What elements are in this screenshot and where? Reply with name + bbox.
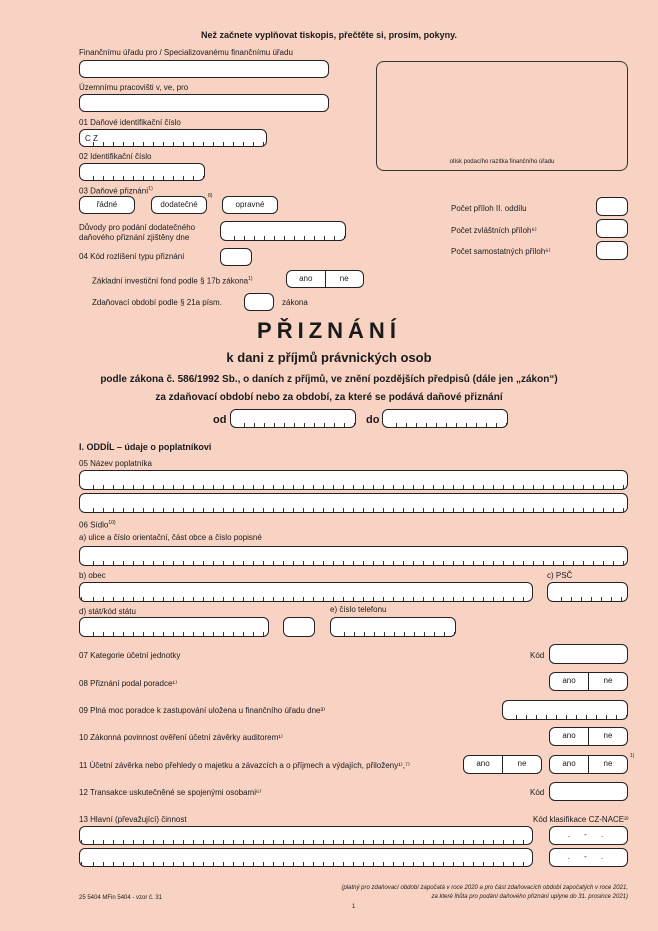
r13-field-2[interactable] [79, 848, 533, 867]
fond-ne[interactable]: ne [325, 271, 364, 287]
footer-note-1: (platný pro zdaňovací období započatá v roce 2020 a pro část zdaňovacích období započatých v roce 2021, [341, 885, 628, 891]
telefon-field[interactable] [330, 617, 456, 637]
duvody-label-1: Důvody pro podání dodatečného [79, 223, 196, 232]
r09-date-field[interactable] [502, 700, 628, 720]
od-field[interactable] [230, 409, 356, 428]
fond-label: Základní investiční fond podle § 17b zákona$^{1)}$ [92, 276, 253, 286]
obdobi-suffix: zákona [282, 298, 308, 307]
top-notice: Než začnete vyplňovat tiskopis, přečtěte si, prosím, pokyny. [201, 30, 457, 40]
r13-label: 13 Hlavní (převažující) činnost [79, 815, 187, 824]
r07-kod-field[interactable] [549, 644, 628, 664]
ic-label: 02 Identifikační číslo [79, 152, 152, 161]
duvody-label-2: daňového přiznání zjištěny dne [79, 233, 190, 242]
footer-note-2: za které lhůta pro podání daňového přiznání uplyne do 31. prosince 2021) [431, 894, 628, 900]
kod-typ-field[interactable] [220, 248, 252, 266]
r08-ano[interactable]: ano [562, 676, 576, 685]
prilohy-zvl-label: Počet zvláštních příloh⁶⁾ [451, 226, 537, 235]
nace-field-2[interactable] [549, 848, 628, 867]
up-label: Územnímu pracovišti v, ve, pro [79, 83, 189, 92]
nace-label: Kód klasifikace CZ-NACE³⁾ [533, 815, 629, 824]
fu-label: Finančnímu úřadu pro / Specializovanému finančnímu úřadu [79, 48, 293, 57]
nace-field-1[interactable] [549, 826, 628, 845]
r12-label: 12 Transakce uskutečněné se spojenými osobami⁶⁾ [79, 788, 262, 797]
obec-label: b) obec [79, 571, 106, 580]
r07-kod-label: Kód [530, 651, 545, 660]
prilohy-ii-label: Počet příloh II. oddílu [451, 204, 527, 213]
psc-label: c) PSČ [547, 571, 573, 580]
page-number: 1 [352, 904, 356, 910]
prilohy-zvl-field[interactable] [596, 219, 628, 238]
prilohy-sam-field[interactable] [596, 241, 628, 260]
r10-ne[interactable]: ne [588, 728, 627, 745]
nazev-field-2[interactable] [79, 493, 628, 513]
psc-field[interactable] [547, 582, 628, 602]
r08-choice[interactable] [549, 672, 628, 691]
duvody-date-field[interactable] [220, 221, 346, 241]
r07-label: 07 Kategorie účetní jednotky [79, 651, 181, 660]
stat-field[interactable] [79, 617, 269, 637]
r11a-ano[interactable]: ano [476, 759, 490, 768]
stat-label: d) stát/kód státu [79, 607, 136, 616]
form-code: 25 5404 MFin 5404 - vzor č. 31 [79, 895, 163, 901]
prilohy-ii-field[interactable] [596, 197, 628, 216]
stamp-box [376, 61, 628, 171]
r11b-ano[interactable]: ano [562, 759, 576, 768]
dic-label: 01 Daňové identifikační číslo [79, 118, 181, 127]
r11-label: 11 Účetní závěrka nebo přehledy o majetku a závazcích a o příjmech a výdajích, přiloženy¹⁾,⁷⁾ [79, 761, 410, 770]
r08-label: 08 Přiznání podal poradce¹⁾ [79, 679, 178, 688]
ulice-field[interactable] [79, 546, 628, 566]
ic-field[interactable] [79, 163, 205, 181]
r11-sup: 1) [630, 753, 635, 759]
fu-field[interactable] [79, 60, 329, 78]
nazev-label: 05 Název poplatníka [79, 459, 152, 468]
law-line: podle zákona č. 586/1992 Sb., o daních z příjmů, ve znění pozdějších předpisů (dále jen „zákon“) [100, 374, 558, 385]
ulice-label: a) ulice a číslo orientační, část obce a číslo popisné [79, 533, 262, 542]
opravne-button[interactable]: opravné [222, 196, 278, 214]
dic-prefix: C Z [85, 134, 98, 143]
r10-choice[interactable] [549, 727, 628, 746]
obdobi-label: Zdaňovací období podle § 21a písm. [92, 298, 222, 307]
prilohy-sam-label: Počet samostatných příloh⁶⁾ [451, 247, 551, 256]
nazev-field-1[interactable] [79, 470, 628, 490]
kod-typ-label: 04 Kód rozlišení typu přiznání [79, 252, 185, 261]
r08-ne[interactable]: ne [588, 673, 627, 690]
do-label: do [366, 414, 380, 426]
r11-choice-a[interactable] [463, 755, 542, 774]
stamp-label: otisk podacího razítka finančního úřadu [449, 159, 555, 165]
dodatecne-sup: 8) [208, 193, 213, 199]
obec-field[interactable] [79, 582, 533, 602]
r10-ano[interactable]: ano [562, 731, 576, 740]
period-line: za zdaňovací období nebo za období, za které se podává daňové přiznání [155, 392, 503, 403]
r10-label: 10 Zákonná povinnost ověření účetní závěrky auditorem¹⁾ [79, 733, 283, 742]
stat-code-field[interactable] [283, 617, 315, 637]
r12-kod-label: Kód [530, 788, 545, 797]
dodatecne-button[interactable]: dodatečné [151, 196, 207, 214]
r11-choice-b[interactable] [549, 755, 628, 774]
r12-kod-field[interactable] [549, 782, 628, 801]
r13-field-1[interactable] [79, 826, 533, 845]
nace-value-1: . - . [567, 830, 610, 839]
nace-value-2: . - . [567, 852, 610, 861]
do-field[interactable] [382, 409, 508, 428]
radne-button[interactable]: řádné [79, 196, 135, 214]
page-subtitle: k dani z příjmů právnických osob [226, 350, 432, 365]
type-label: 03 Daňové přiznání$^{1)}$ [79, 186, 153, 196]
dic-field[interactable] [79, 129, 267, 147]
r11a-ne[interactable]: ne [502, 756, 541, 773]
od-label: od [213, 414, 227, 426]
telefon-label: e) číslo telefonu [330, 605, 387, 614]
obdobi-field[interactable] [244, 293, 274, 311]
up-field[interactable] [79, 94, 329, 112]
fond-choice[interactable] [286, 270, 364, 288]
sidlo-label: 06 Sídlo$^{10)}$ [79, 520, 116, 530]
r11b-ne[interactable]: ne [588, 756, 627, 773]
r09-label: 09 Plná moc poradce k zastupování uložena u finančního úřadu dne³⁾ [79, 706, 326, 715]
page-title: PŘIZNÁNÍ [257, 318, 401, 343]
section-heading: I. ODDÍL – údaje o poplatníkovi [79, 442, 212, 452]
fond-ano[interactable]: ano [299, 274, 313, 283]
